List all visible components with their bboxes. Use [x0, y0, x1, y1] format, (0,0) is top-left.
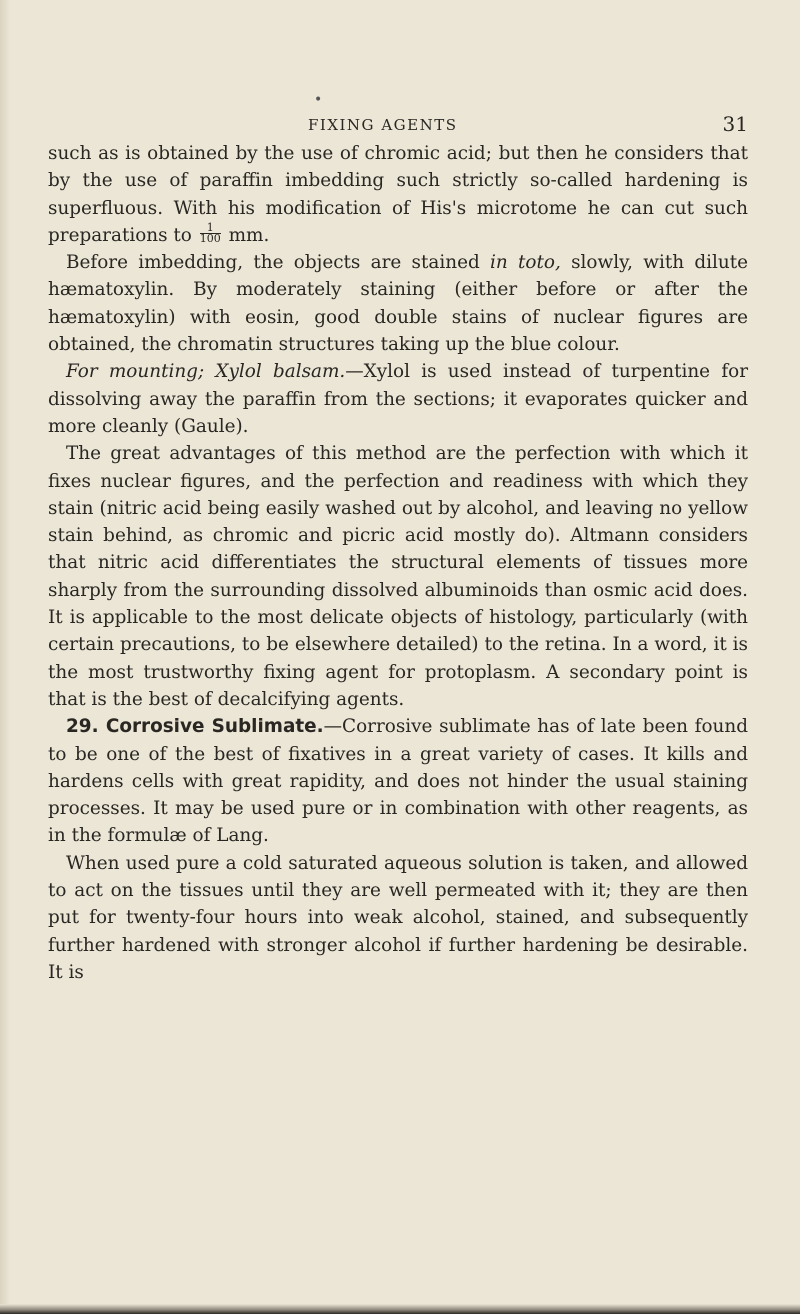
paragraph-1 — [48, 140, 748, 249]
page-body — [48, 140, 748, 986]
paragraph-2-text-a: Before imbedding, the objects are stained — [66, 252, 480, 274]
page-header — [48, 112, 748, 142]
running-title: FIXING AGENTS — [308, 116, 458, 134]
section-heading: 29. Corrosive Sublimate. — [66, 716, 324, 738]
page-number: 31 — [722, 112, 748, 136]
paragraph-2 — [48, 249, 748, 358]
paragraph-5 — [48, 713, 748, 849]
paragraph-6 — [48, 850, 748, 986]
printer-dot: • — [314, 92, 323, 108]
page-bottom-edge — [0, 1304, 800, 1314]
paragraph-5-text: —Corrosive sublimate has of late been found to be one of the best of fixatives in a great variety of cases. It kills and hardens cells with great rapidity, and does not hinder the usual staining processes. It may be used pure or in combination with other reagents, as in the formulæ of Lang. — [48, 716, 748, 847]
page-left-edge — [0, 0, 10, 1314]
fraction-denominator: 100 — [199, 232, 221, 246]
paragraph-3 — [48, 358, 748, 440]
paragraph-6-text: When used pure a cold saturated aqueous solution is taken, and allowed to act on the tissues until they are well permeated with it; they are then put for twenty-four hours into weak alcohol, stained, and subsequently further hardened with stronger alcohol if further hardening be desirable. It is — [48, 852, 748, 983]
paragraph-1-text: such as is obtained by the use of chromic acid; but then he considers that by the use of paraffin imbedding such strictly so-called hardening is superfluous. With his modification of His's microtome he can cut such preparations to — [48, 143, 748, 246]
paragraph-3-text: —Xylol is used instead of turpentine for dissolving away the paraffin from the sections; it evaporates quicker and more cleanly (Gaule). — [48, 361, 748, 437]
paragraph-2-italic: in toto, — [490, 252, 561, 274]
paragraph-1-unit: mm. — [228, 224, 270, 246]
fraction-numerator: 1 — [200, 223, 221, 234]
paragraph-4 — [48, 440, 748, 713]
paragraph-4-text: The great advantages of this method are the perfection with which it fixes nuclear figures, and the perfection and readiness with which they stain (nitric acid being easily washed out by alcohol, and leaving no yellow stain behind, as chromic and picric acid mostly do). Altmann considers that nitric acid differentiates the structural elements of tissues more sharply from the surrounding dissolved albuminoids than osmic acid does. It is applicable to the most delicate objects of histology, particularly (with certain precautions, to be elsewhere detailed) to the retina. In a word, it is the most trustworthy fixing agent for protoplasm. A secondary point is that is the best of decalcifying agents. — [48, 443, 748, 710]
fraction — [200, 223, 221, 244]
paragraph-2-text-b: slowly, with dilute hæmatoxylin. By moderately staining (either before or after the hæmatoxylin) with eosin, good double stains of nuclear figures are obtained, the chromatin structures taking up the blue colour. — [48, 252, 748, 356]
paragraph-3-italic: For mounting; Xylol balsam. — [66, 361, 346, 383]
